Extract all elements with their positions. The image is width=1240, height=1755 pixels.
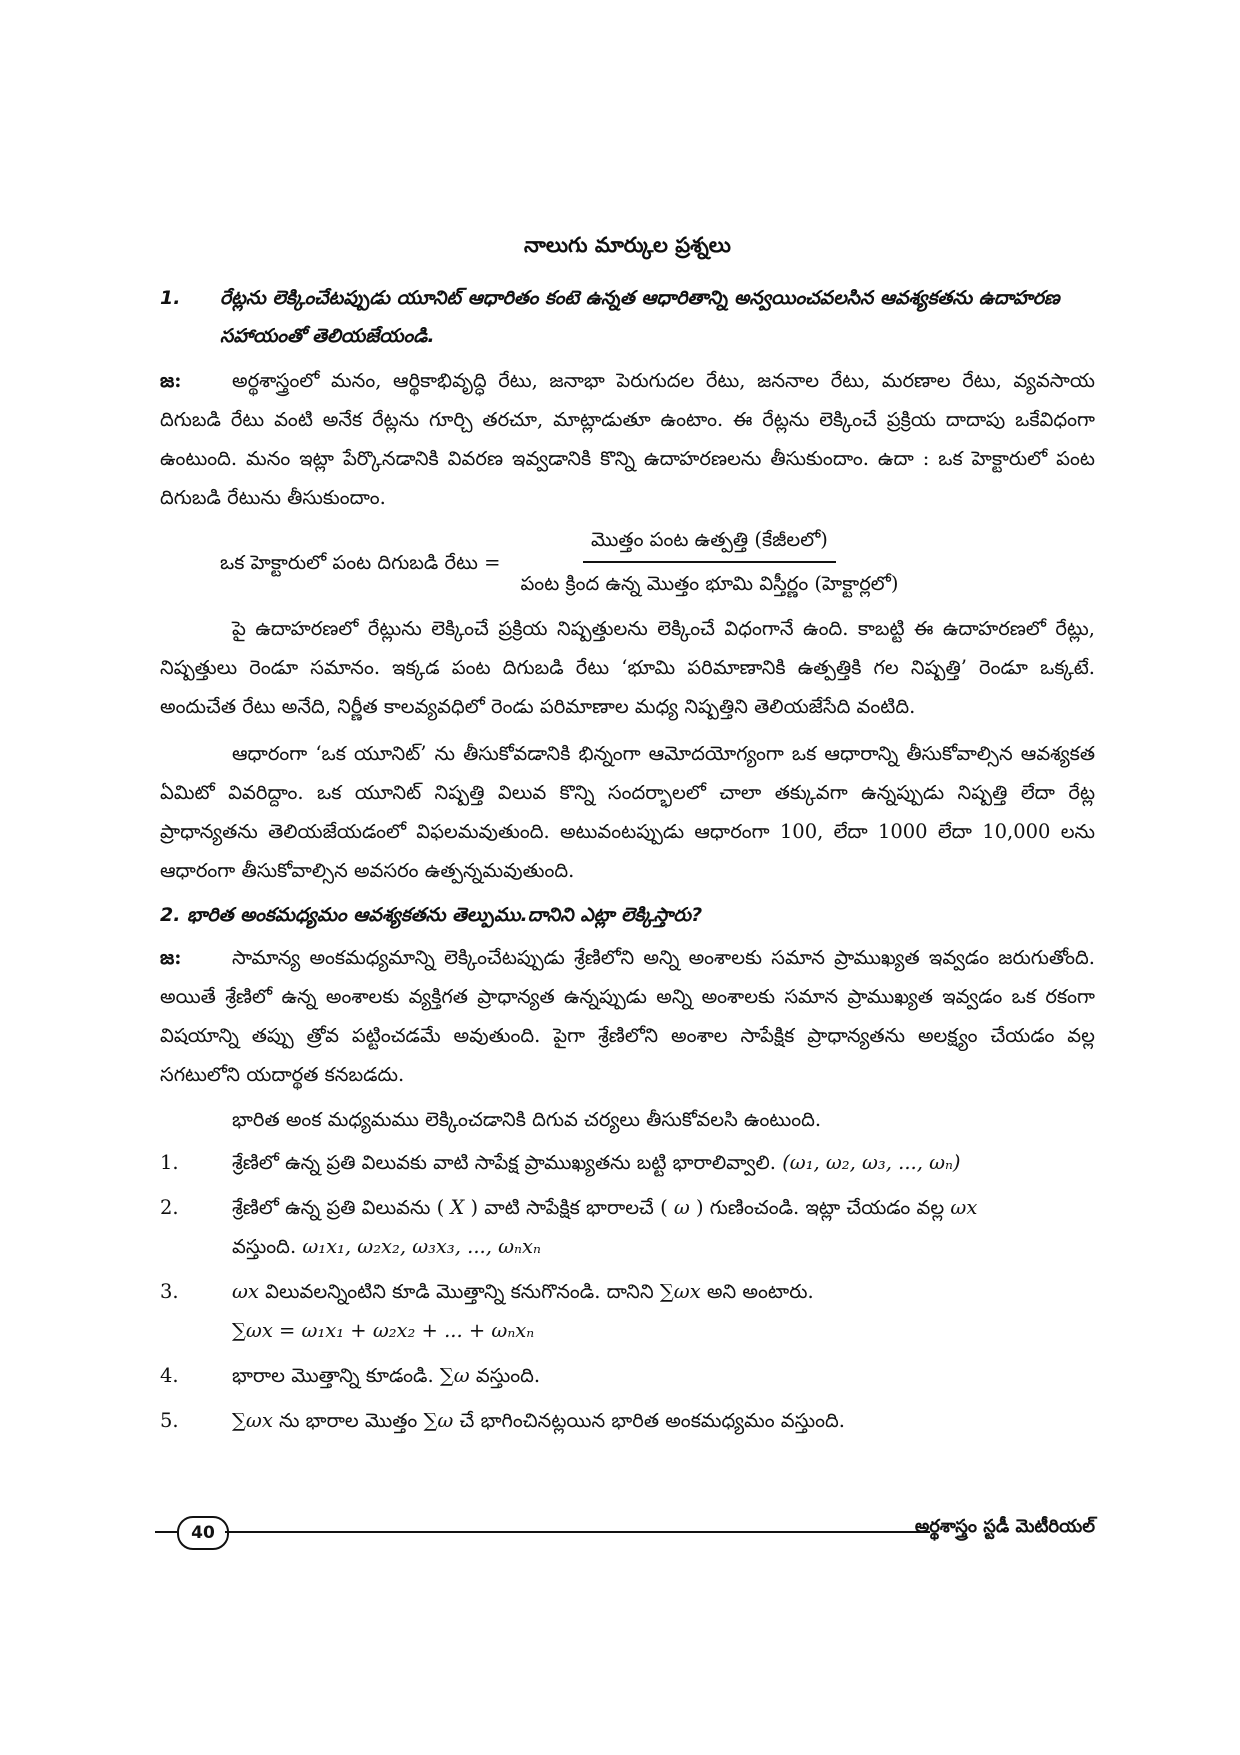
- footer-rule-left: [155, 1531, 177, 1533]
- step-math: ω₁x₁, ω₂x₂, ω₃x₃, ..., ωₙxₙ: [302, 1235, 541, 1258]
- question-2: 2. భారిత అంకమధ్యమం ఆవశ్యకతను తెల్పుము.దానిని ఎట్లా లెక్కిస్తారు?: [160, 904, 703, 926]
- formula-denominator: పంట క్రింద ఉన్న మొత్తం భూమి విస్తీర్ణం (హెక్టార్లలో): [520, 572, 899, 595]
- step-item: [160, 1356, 1095, 1395]
- step-text-part: చే భాగించినట్లయిన భారిత అంకమధ్యమం వస్తుంది.: [459, 1409, 845, 1432]
- answer-1-paragraph-3: ఆధారంగా ‘ఒక యూనిట్’ ను తీసుకోవడానికి భిన్నంగా ఆమోదయోగ్యంగా ఒక ఆధారాన్ని తీసుకోవాల్సిన ఆవశ్యకత ఏమిటో వివరిద్దాం. ఒక యూనిట్ నిష్పత్తి విలువ కొన్ని సందర్భాలలో చాలా తక్కువగా ఉన్నప్పుడు నిష్పత్తి లేదా రేట్ల ప్రాధాన్యతను తెలియజేయడంలో విఫలమవుతుంది. అటువంటప్పుడు ఆధారంగా 100, లేదా 1000 లేదా 10,000 లను ఆధారంగా తీసుకోవాల్సిన అవసరం ఉత్పన్నమవుతుంది.: [160, 742, 1095, 882]
- answer-1-paragraph-2: పై ఉదాహరణలో రేట్లును లెక్కించే ప్రక్రియ నిష్పత్తులను లెక్కించే విధంగానే ఉంది. కాబట్టి ఈ ఉదాహరణలో రేట్లు, నిష్పత్తులు రెండూ సమానం. ఇక్కడ పంట దిగుబడి రేటు ‘భూమి పరిమాణానికి ఉత్పత్తికి గల నిష్పత్తి’ రెండూ ఒక్కటే. అందుచేత రేటు అనేది, నిర్ణీత కాలవ్యవధిలో రెండు పరిమాణాల మధ్య నిష్పత్తిని తెలియజేసేది వంటిది.: [160, 617, 1095, 718]
- step-math: ωx: [950, 1196, 978, 1219]
- step-math: ∑ωx: [659, 1280, 701, 1303]
- step-text-part: ను భారాల మొత్తం: [279, 1409, 418, 1432]
- step-item: [160, 1401, 1095, 1440]
- step-math: (ω₁, ω₂, ω₃, ..., ωₙ): [782, 1151, 961, 1174]
- page-number: 40: [177, 1516, 229, 1550]
- step-math: ∑ωx: [232, 1409, 273, 1432]
- step-text: [232, 1143, 1095, 1182]
- step-text-part: అని అంటారు.: [706, 1280, 814, 1303]
- step-text-part: ) గుణించండి. ఇట్లా చేయడం వల్ల: [696, 1196, 945, 1219]
- step-item: [160, 1272, 1095, 1350]
- question-1: [160, 279, 1095, 355]
- footer-rule: [225, 1531, 930, 1533]
- step-text-part: శ్రేణిలో ఉన్న ప్రతి విలువను (: [232, 1196, 445, 1219]
- answer-2-paragraph-1: [160, 938, 1095, 1094]
- question-number: 1.: [160, 287, 181, 309]
- answer-text: అర్థశాస్త్రంలో మనం, ఆర్థికాభివృద్ధి రేటు, జనాభా పెరుగుదల రేటు, జననాల రేటు, మరణాల రేటు, వ్యవసాయ దిగుబడి రేటు వంటి అనేక రేట్లను గూర్చి తరచూ, మాట్లాడుతూ ఉంటాం. ఈ రేట్లను లెక్కించే ప్రక్రియ దాదాపు ఒకేవిధంగా ఉంటుంది. మనం ఇట్లా పేర్కొనడానికి వివరణ ఇవ్వడానికి కొన్ని ఉదాహరణలను తీసుకుందాం. ఉదా : ఒక హెక్టారులో పంట దిగుబడి రేటును తీసుకుందాం.: [160, 369, 1095, 509]
- step-math: ω: [673, 1196, 690, 1219]
- answer-label: జ:: [160, 946, 182, 969]
- step-text: [232, 1272, 1095, 1350]
- formula-lhs: ఒక హెక్టారులో పంట దిగుబడి రేటు =: [220, 550, 501, 574]
- step-number: 1.: [160, 1151, 179, 1174]
- page-footer: [155, 1512, 1095, 1552]
- step-number: 3.: [160, 1280, 179, 1303]
- step-text-part: శ్రేణిలో ఉన్న ప్రతి విలువకు వాటి సాపేక్ష ప్రాముఖ్యతను బట్టి భారాలివ్వాలి.: [232, 1151, 776, 1174]
- step-text-part: వస్తుంది.: [232, 1235, 297, 1258]
- step-text-part: ) వాటి సాపేక్షిక భారాలచే (: [470, 1196, 668, 1219]
- step-item: [160, 1188, 1095, 1266]
- step-number: 2.: [160, 1196, 179, 1219]
- step-text: [232, 1356, 1095, 1395]
- step-number: 4.: [160, 1364, 179, 1387]
- answer-text: సామాన్య అంకమధ్యమాన్ని లెక్కించేటప్పుడు శ్రేణిలోని అన్ని అంశాలకు సమాన ప్రాముఖ్యత ఇవ్వడం జరుగుతోంది. అయితే శ్రేణిలో ఉన్న అంశాలకు వ్యక్తిగత ప్రాధాన్యత ఉన్నప్పుడు అన్ని అంశాలకు సమాన ప్రాముఖ్యత ఇవ్వడం ఒక రకంగా విషయాన్ని తప్పు త్రోవ పట్టించడమే అవుతుంది. పైగా శ్రేణిలోని అంశాల సాపేక్షిక ప్రాధాన్యతను అలక్ష్యం చేయడం వల్ల సగటులోని యదార్థత కనబడదు.: [160, 946, 1095, 1086]
- step-text-part: వస్తుంది.: [475, 1364, 541, 1387]
- answer-2-paragraph-2: భారిత అంక మధ్యమము లెక్కించడానికి దిగువ చర్యలు తీసుకోవలసి ఉంటుంది.: [232, 1108, 822, 1131]
- steps-list: [160, 1143, 1095, 1440]
- step-text: [232, 1188, 1095, 1266]
- step-text-part: విలువలన్నింటిని కూడి మొత్తాన్ని కనుగొనండి. దానిని: [265, 1280, 654, 1303]
- question-text: రేట్లను లెక్కించేటప్పుడు యూనిట్ ఆధారితం కంటె ఉన్నత ఆధారితాన్ని అన్వయించవలసిన ఆవశ్యకతను ఉదాహరణ సహాయంతో తెలియజేయండి.: [220, 287, 1060, 347]
- page-content: [160, 226, 1095, 1446]
- step-number: 5.: [160, 1409, 179, 1432]
- answer-1-paragraph-1: [160, 361, 1095, 517]
- step-math: ∑ωx = ω₁x₁ + ω₂x₂ + ... + ωₙxₙ: [232, 1319, 535, 1342]
- book-title: అర్థశాస్త్రం స్టడీ మెటీరియల్: [914, 1516, 1095, 1537]
- step-text-part: భారాల మొత్తాన్ని కూడండి.: [232, 1364, 434, 1387]
- step-math: ωx: [232, 1280, 259, 1303]
- step-math: X: [450, 1196, 465, 1219]
- formula-numerator: మొత్తం పంట ఉత్పత్తి (కేజీలలో): [583, 523, 836, 563]
- step-math: ∑ω: [423, 1409, 454, 1432]
- step-text: [232, 1401, 1095, 1440]
- yield-rate-formula: [220, 523, 1095, 601]
- answer-label: జ:: [160, 369, 182, 392]
- step-item: [160, 1143, 1095, 1182]
- formula-fraction: [512, 523, 906, 601]
- step-math: ∑ω: [439, 1364, 470, 1387]
- section-title: నాలుగు మార్కుల ప్రశ్నలు: [524, 233, 731, 257]
